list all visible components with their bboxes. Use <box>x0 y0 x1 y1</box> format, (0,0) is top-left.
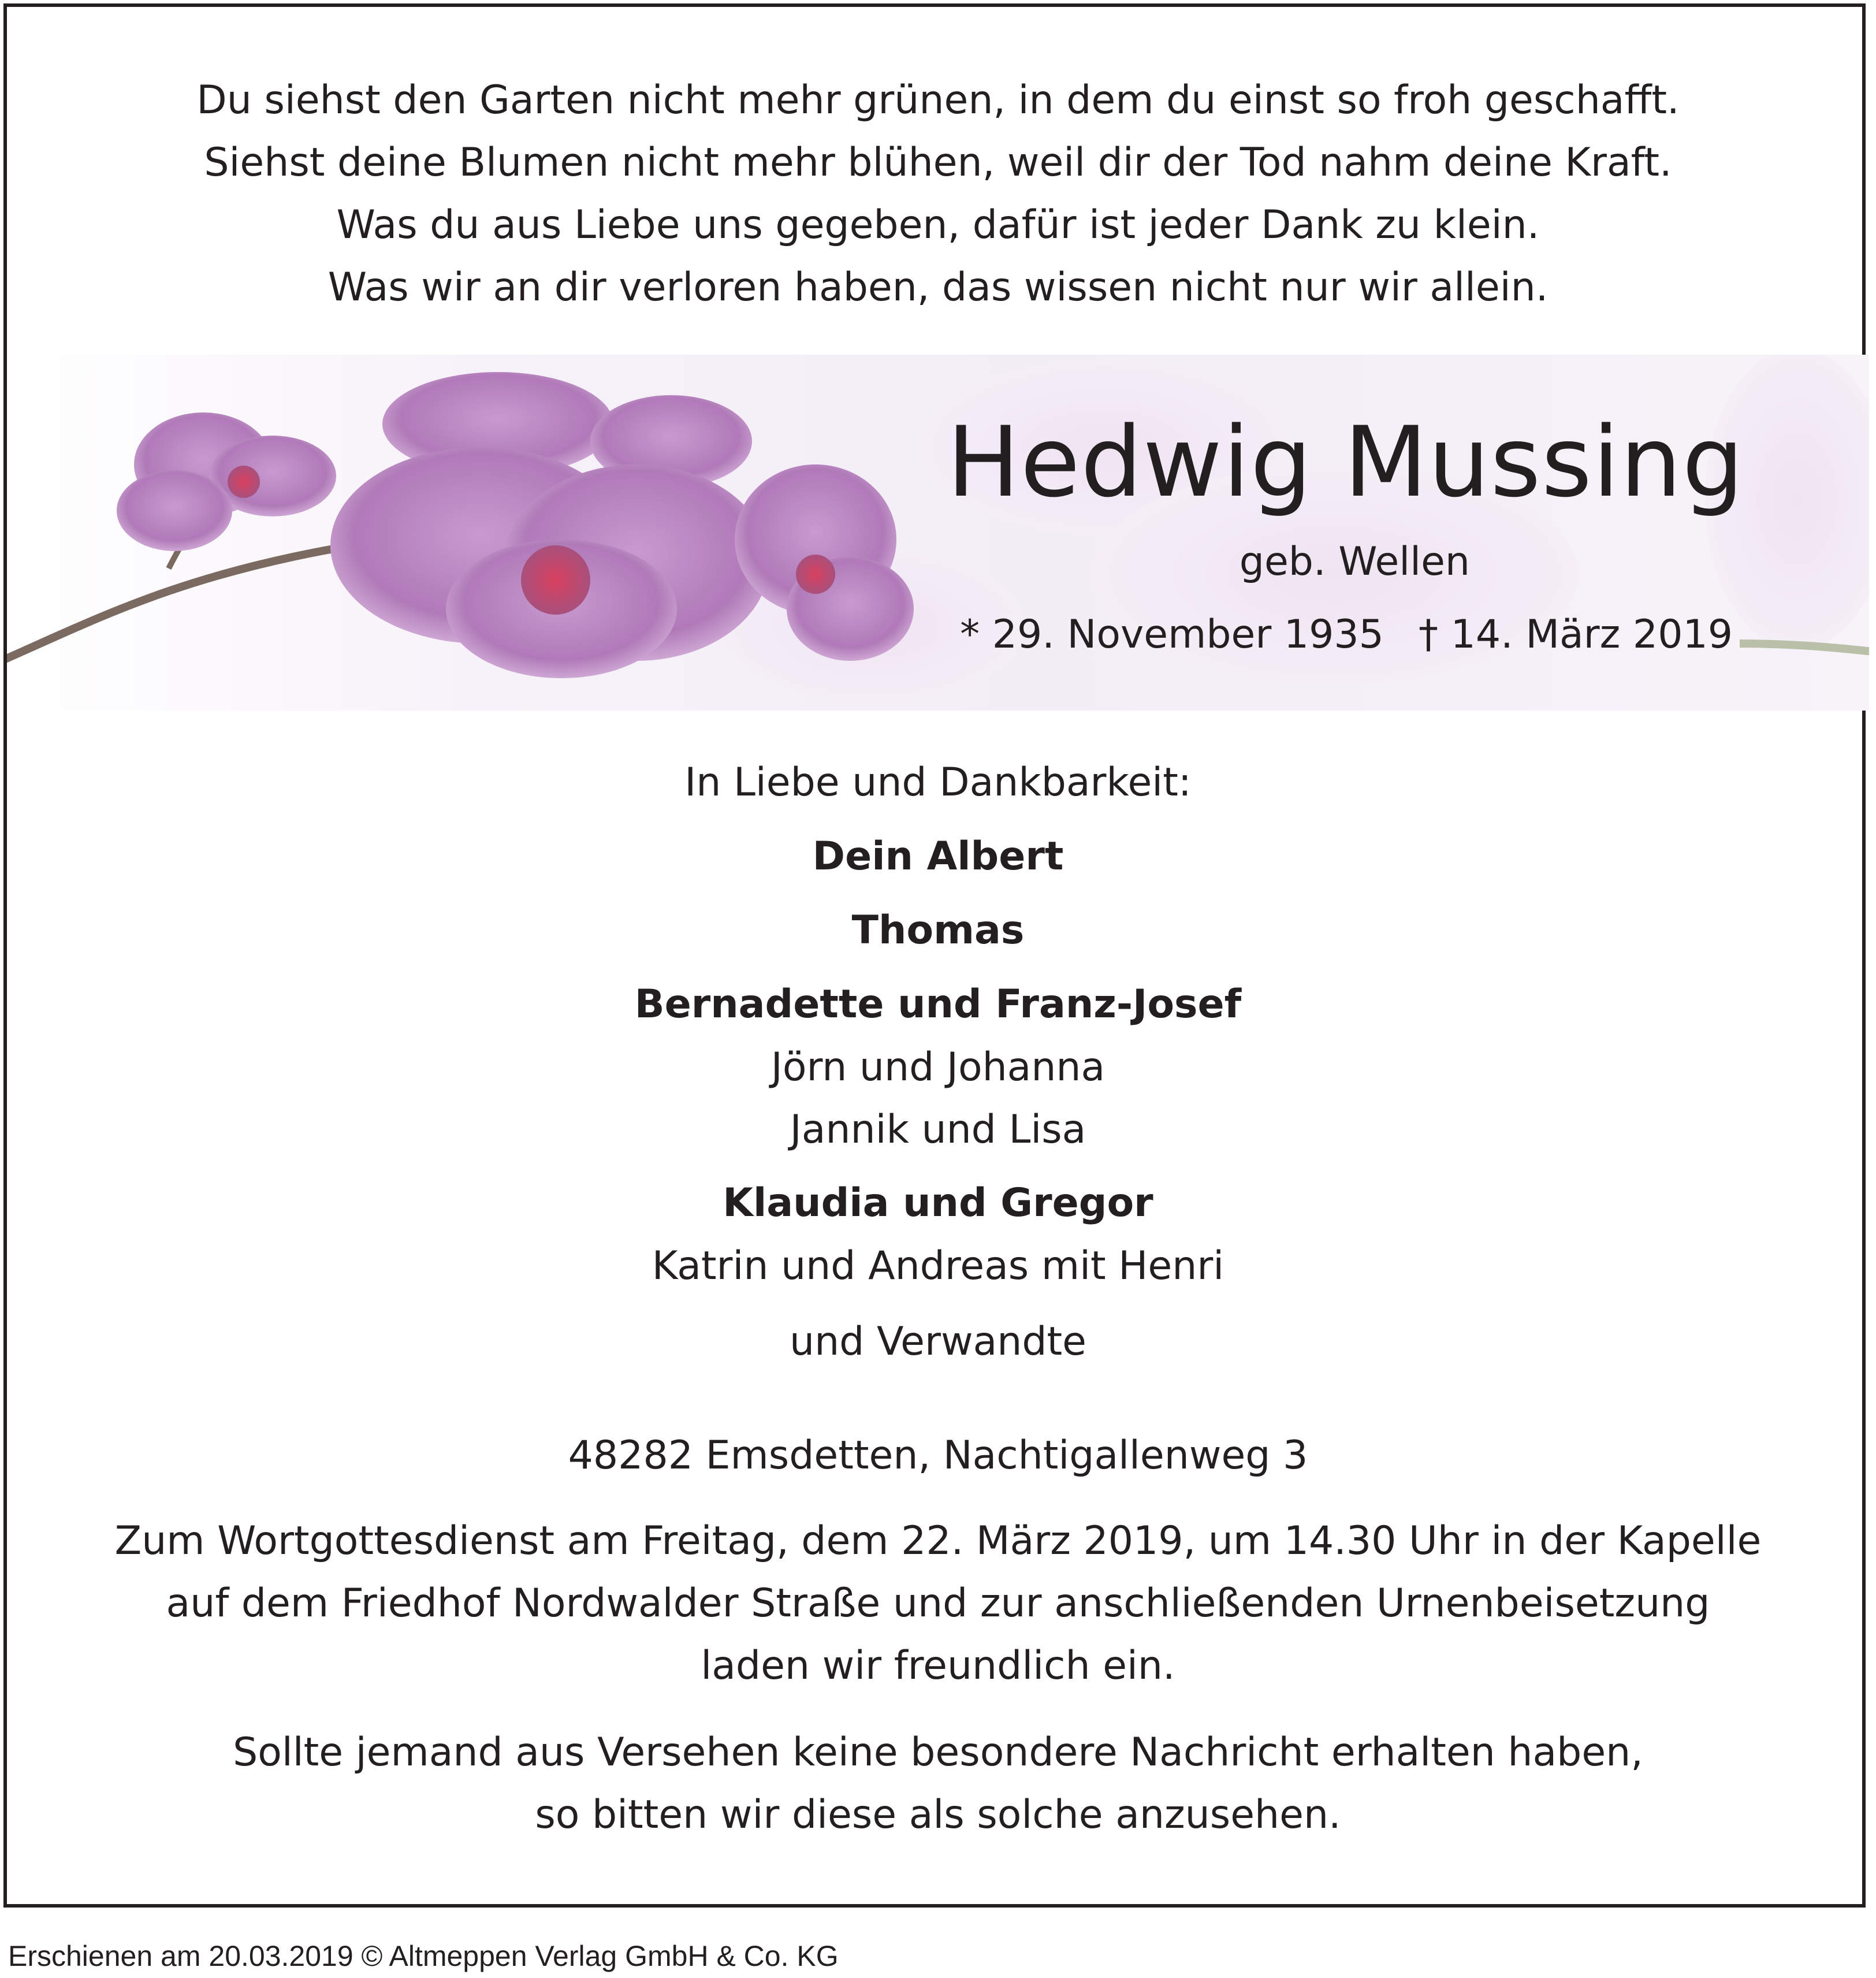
poem-line: Was du aus Liebe uns gegeben, dafür ist jeder Dank zu klein. <box>336 202 1540 248</box>
mourners-intro: In Liebe und Dankbarkeit: <box>684 760 1192 805</box>
poem-line: Siehst deine Blumen nicht mehr blühen, weil dir der Tod nahm deine Kraft. <box>204 140 1672 185</box>
deceased-name: Hedwig Mussing <box>947 406 1744 519</box>
poem <box>0 69 1876 319</box>
address: 48282 Emsdetten, Nachtigallenweg 3 <box>568 1433 1308 1478</box>
mourner-sub: Jörn und Johanna <box>770 1044 1106 1090</box>
mourner-group <box>0 973 1876 1161</box>
birth-date: * 29. November 1935 <box>960 612 1384 657</box>
mourner-main: Thomas <box>851 908 1025 953</box>
service-info <box>0 1510 1876 1697</box>
service-line: laden wir freundlich ein. <box>701 1643 1175 1689</box>
service-line: auf dem Friedhof Nordwalder Straße und zur anschließenden Urnenbeisetzung <box>166 1581 1710 1626</box>
mourner-sub: Jannik und Lisa <box>790 1107 1086 1152</box>
mourner-group <box>0 1172 1876 1297</box>
notice-line: so bitten wir diese als solche anzusehen. <box>535 1792 1341 1838</box>
closing-notice <box>0 1722 1876 1846</box>
mourner-main: Dein Albert <box>812 834 1064 879</box>
publication-footer: Erschienen am 20.03.2019 © Altmeppen Verlag GmbH & Co. KG <box>8 1940 839 1972</box>
mourner-main: Klaudia und Gregor <box>723 1180 1153 1226</box>
relatives: und Verwandte <box>789 1319 1087 1364</box>
mourners <box>0 751 1876 1374</box>
maiden-name: geb. Wellen <box>1239 539 1470 585</box>
notice-line: Sollte jemand aus Versehen keine besondere Nachricht erhalten haben, <box>233 1730 1643 1775</box>
mourner-sub: Katrin und Andreas mit Henri <box>652 1243 1224 1289</box>
mourner-main: Bernadette und Franz-Josef <box>634 981 1242 1027</box>
poem-line: Du siehst den Garten nicht mehr grünen, in dem du einst so froh geschafft. <box>196 77 1680 123</box>
life-dates <box>751 609 1733 661</box>
death-date: † 14. März 2019 <box>1418 612 1733 657</box>
poem-line: Was wir an dir verloren haben, das wissen nicht nur wir allein. <box>327 265 1549 310</box>
service-line: Zum Wortgottesdienst am Freitag, dem 22. März 2019, um 14.30 Uhr in der Kapelle <box>114 1518 1762 1564</box>
